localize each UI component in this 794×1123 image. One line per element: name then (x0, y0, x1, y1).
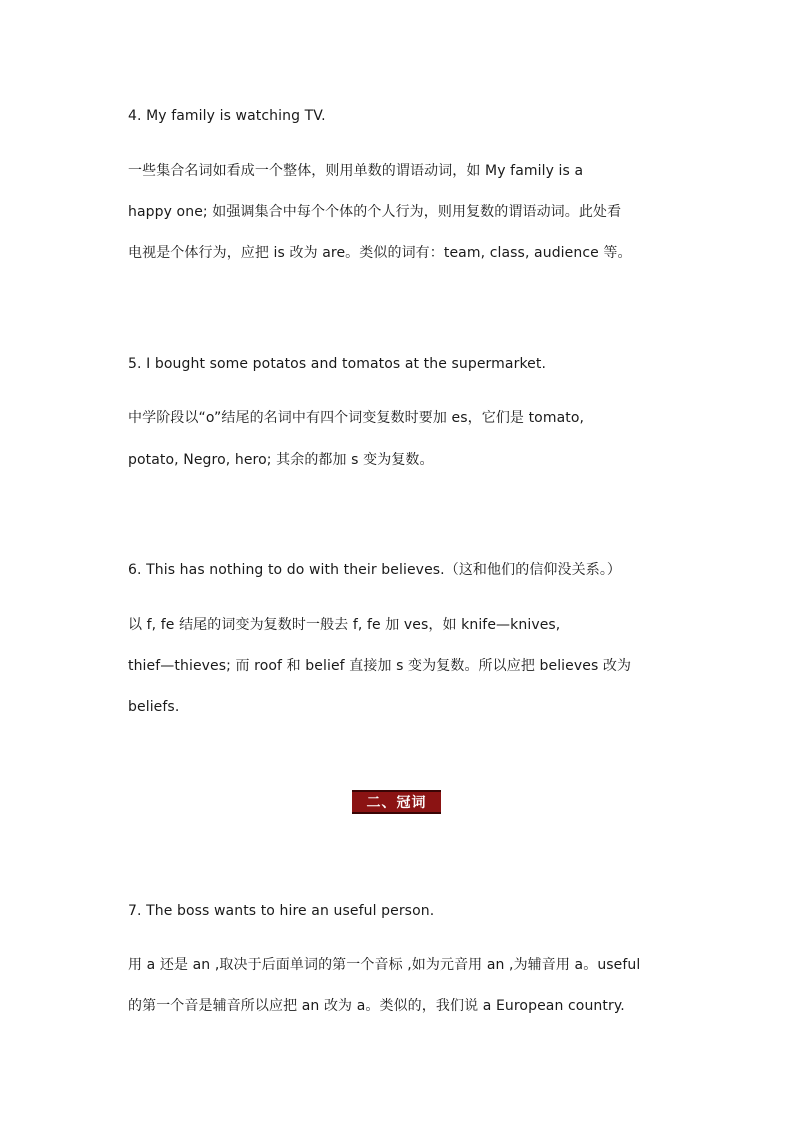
item-7-explanation-line-2: 的第一个音是辅音所以应把 an 改为 a。类似的，我们说 a European country. (128, 998, 625, 1014)
item-4-explanation-line-2: happy one; 如强调集合中每个个体的个人行为，则用复数的谓语动词。此处看 (128, 204, 622, 220)
item-7-explanation-line-1: 用 a 还是 an ,取决于后面单词的第一个音标 ,如为元音用 an ,为辅音用 a。useful (128, 957, 641, 973)
section-heading-box (352, 790, 441, 814)
item-5-question: 5. I bought some potatos and tomatos at the supermarket. (128, 356, 547, 372)
item-4-question: 4. My family is watching TV. (128, 108, 326, 124)
item-5-explanation-line-2: potato, Negro, hero; 其余的都加 s 变为复数。 (128, 452, 434, 468)
item-7-question: 7. The boss wants to hire an useful person. (128, 903, 435, 919)
section-heading: 二、冠词 (366, 795, 427, 811)
item-6-explanation-line-2: thief—thieves; 而 roof 和 belief 直接加 s 变为复数。所以应把 believes 改为 (128, 658, 632, 674)
item-6-question: 6. This has nothing to do with their believes.（这和他们的信仰没关系。） (128, 562, 622, 578)
item-5-explanation-line-1: 中学阶段以“o”结尾的名词中有四个词变复数时要加 es，它们是 tomato, (128, 410, 585, 426)
item-4-explanation-line-1: 一些集合名词如看成一个整体，则用单数的谓语动词，如 My family is a (128, 163, 584, 179)
item-4-explanation-line-3: 电视是个体行为，应把 is 改为 are。类似的词有：team, class, audience 等。 (128, 245, 632, 261)
item-6-explanation-line-3: beliefs. (128, 699, 180, 715)
item-6-explanation-line-1: 以 f, fe 结尾的词变为复数时一般去 f, fe 加 ves，如 knife—knives, (128, 617, 561, 633)
